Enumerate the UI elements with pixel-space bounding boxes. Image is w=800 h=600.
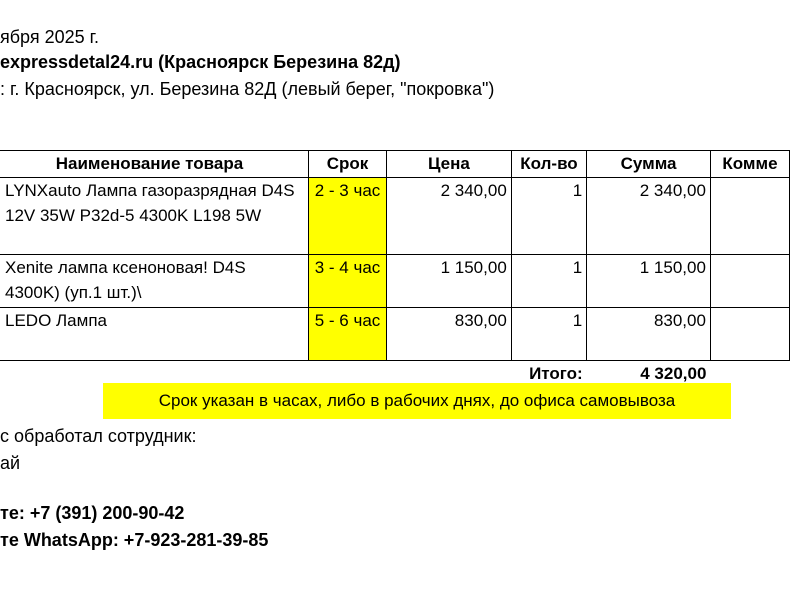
- total-label: Итого:: [529, 364, 583, 383]
- table-header-row: [0, 151, 790, 178]
- employee-name: ай: [0, 453, 21, 473]
- item-name: LEDO Лампа: [0, 308, 308, 361]
- table-row: [0, 178, 790, 255]
- term-notice: Срок указан в часах, либо в рабочих днях, до офиса самовывоза: [103, 383, 731, 419]
- item-comment: [710, 308, 789, 361]
- contact-whatsapp: те WhatsApp: +7-923-281-39-85: [0, 530, 269, 550]
- table-row: [0, 308, 790, 361]
- column-header-name: Наименование товара: [0, 151, 308, 178]
- column-header-sum: Сумма: [587, 151, 711, 178]
- processed-by-label: с обработал сотрудник:: [0, 426, 197, 446]
- item-name: Xenite лампа ксеноновая! D4S 4300K) (уп.1 шт.)\: [0, 255, 308, 308]
- item-sum: 830,00: [587, 308, 711, 361]
- item-comment: [710, 255, 789, 308]
- shop-address: : г. Красноярск, ул. Березина 82Д (левый берег, "покровка"): [0, 79, 495, 99]
- table-row: [0, 255, 790, 308]
- item-qty: 1: [511, 308, 586, 361]
- item-term: 3 - 4 час: [308, 255, 386, 308]
- shop-name: expressdetal24.ru (Красноярск Березина 82д): [0, 52, 401, 72]
- total-value: 4 320,00: [640, 364, 707, 383]
- item-name: LYNXauto Лампа газоразрядная D4S 12V 35W P32d-5 4300K L198 5W: [0, 178, 308, 255]
- item-term: 5 - 6 час: [308, 308, 386, 361]
- order-table: [0, 150, 790, 389]
- item-qty: 1: [511, 255, 586, 308]
- item-price: 2 340,00: [387, 178, 512, 255]
- column-header-qty: Кол-во: [511, 151, 586, 178]
- item-sum: 2 340,00: [587, 178, 711, 255]
- item-term: 2 - 3 час: [308, 178, 386, 255]
- item-comment: [710, 178, 789, 255]
- column-header-comment: Комме: [710, 151, 789, 178]
- column-header-price: Цена: [387, 151, 512, 178]
- item-price: 830,00: [387, 308, 512, 361]
- item-price: 1 150,00: [387, 255, 512, 308]
- contact-phone: те: +7 (391) 200-90-42: [0, 503, 185, 523]
- column-header-term: Срок: [308, 151, 386, 178]
- item-qty: 1: [511, 178, 586, 255]
- item-sum: 1 150,00: [587, 255, 711, 308]
- document-date: ября 2025 г.: [0, 27, 100, 47]
